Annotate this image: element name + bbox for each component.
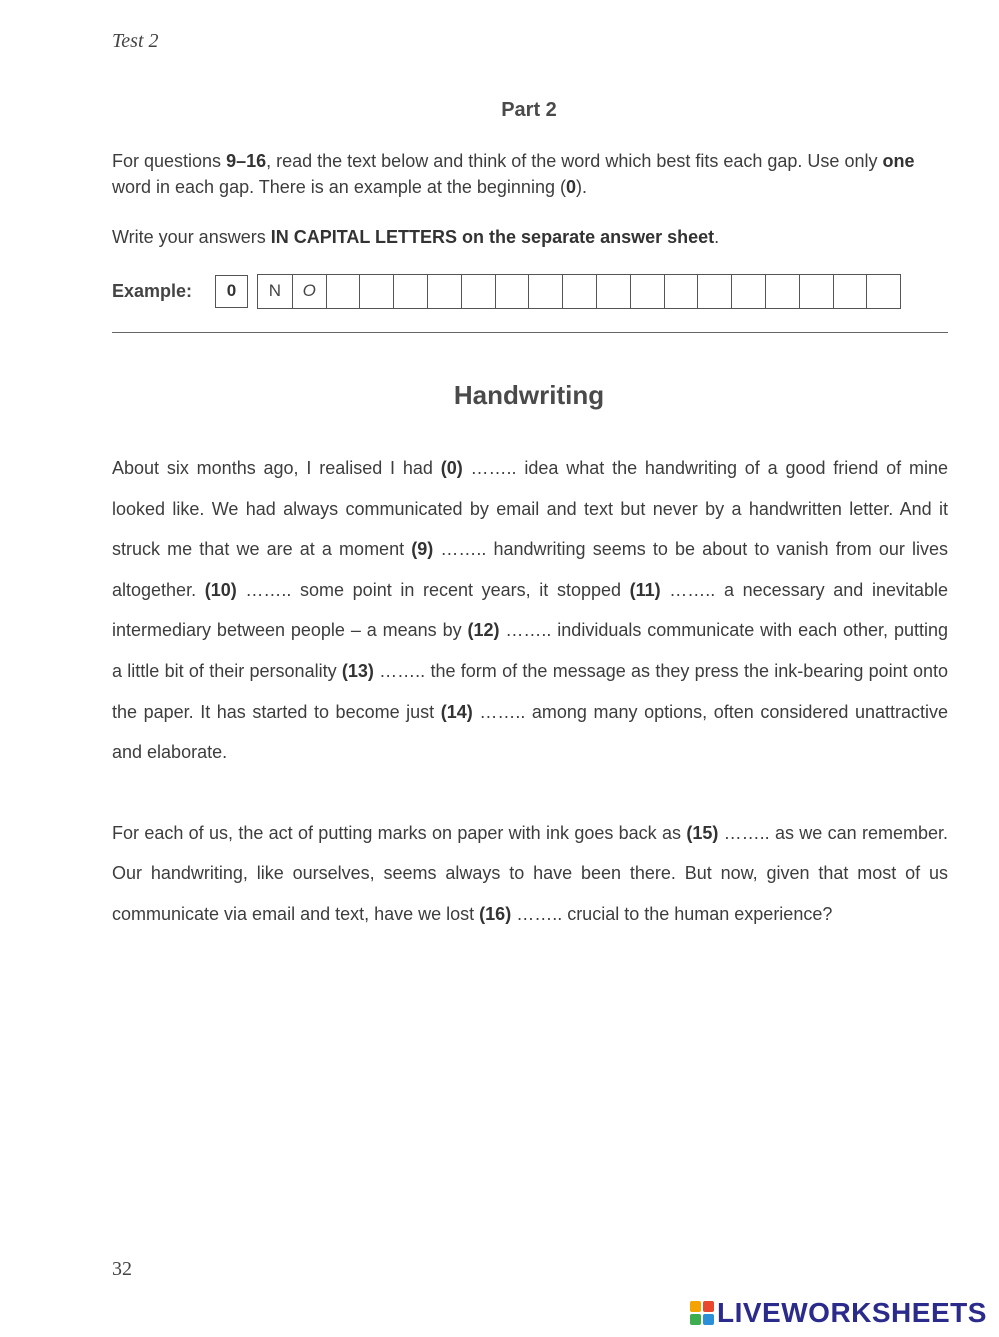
example-answer-cells: [257, 274, 901, 309]
example-row: [112, 273, 901, 309]
example-letter-cell: [596, 275, 630, 308]
instruction-gap-fill: For questions 9–16, read the text below and think of the word which best fits each gap. Use only one word in each gap. There is an example at the beginning (0).: [112, 151, 915, 197]
example-letter-cell: [630, 275, 664, 308]
example-letter-cell: [866, 275, 900, 308]
example-letter-cell: [427, 275, 461, 308]
example-letter-cell: [495, 275, 529, 308]
brand-mark-square: [703, 1301, 714, 1312]
gap-0: (0): [440, 458, 463, 478]
gap-14[interactable]: (14): [440, 701, 473, 722]
instructions: [112, 148, 952, 250]
gap-15[interactable]: (15): [686, 822, 719, 843]
liveworksheets-logo[interactable]: [690, 1295, 987, 1331]
brand-mark-square: [690, 1314, 701, 1325]
passage-paragraph-1: About six months ago, I realised I had (0) …….. idea what the handwriting of a good friend of mine looked like. We had always communicated by email and text but never by a handwritten letter. And it struck me that we are at a moment (9) …….. handwriting seems to be about to vanish from our lives altogether. (10) …….. some point in recent years, it stopped (11) …….. a necessary and inevitable intermediary between people – a means by (12) …….. individuals communicate with each other, putting a little bit of their personality (13) …….. the form of the message as they press the ink-bearing point onto the paper. It has started to become just (14) …….. among many options, often considered unattractive and elaborate.: [112, 458, 949, 763]
gap-9[interactable]: (9): [411, 539, 434, 560]
example-letter-cell: [359, 275, 393, 308]
liveworksheets-grid-icon: [690, 1301, 714, 1325]
brand-mark-square: [690, 1301, 701, 1312]
gap-13[interactable]: (13): [341, 660, 374, 681]
text-title: Handwriting: [453, 380, 605, 410]
gap-16[interactable]: (16): [479, 903, 512, 924]
passage-paragraph-2: For each of us, the act of putting marks on paper with ink goes back as (15) …….. as we can remember. Our handwriting, like ourselves, seems always to have been there. But now, given that most of us communicate via email and text, have we lost (16) …….. crucial to the human experience?: [112, 822, 948, 924]
example-letter-cell: [393, 275, 427, 308]
example-letter-cell: [731, 275, 765, 308]
example-label: Example:: [112, 280, 193, 301]
example-letter-cell: [326, 275, 360, 308]
gap-10[interactable]: (10): [204, 579, 237, 600]
example-letter-cell: [765, 275, 799, 308]
brand-mark-square: [703, 1314, 714, 1325]
section-divider: [112, 332, 948, 333]
reading-passage: [112, 448, 948, 935]
part-title: Part 2: [501, 99, 557, 121]
gap-11[interactable]: (11): [629, 579, 661, 600]
example-letter-cell: [461, 275, 495, 308]
example-number-box: 0: [215, 275, 248, 308]
brand-name: LIVEWORKSHEETS: [717, 1297, 987, 1328]
example-letter-cell: O: [292, 275, 326, 308]
example-letter-cell: N: [268, 281, 282, 300]
instruction-answer-sheet: Write your answers IN CAPITAL LETTERS on the separate answer sheet.: [112, 227, 720, 247]
example-letter-cell: [833, 275, 867, 308]
example-letter-cell: [562, 275, 596, 308]
example-letter-cell: [697, 275, 731, 308]
example-letter-cell: [528, 275, 562, 308]
example-letter-cell: [799, 275, 833, 308]
example-letter-cell: [664, 275, 698, 308]
running-head: Test 2: [112, 30, 159, 52]
gap-12[interactable]: (12): [467, 620, 500, 641]
page-number: 32: [112, 1258, 132, 1280]
